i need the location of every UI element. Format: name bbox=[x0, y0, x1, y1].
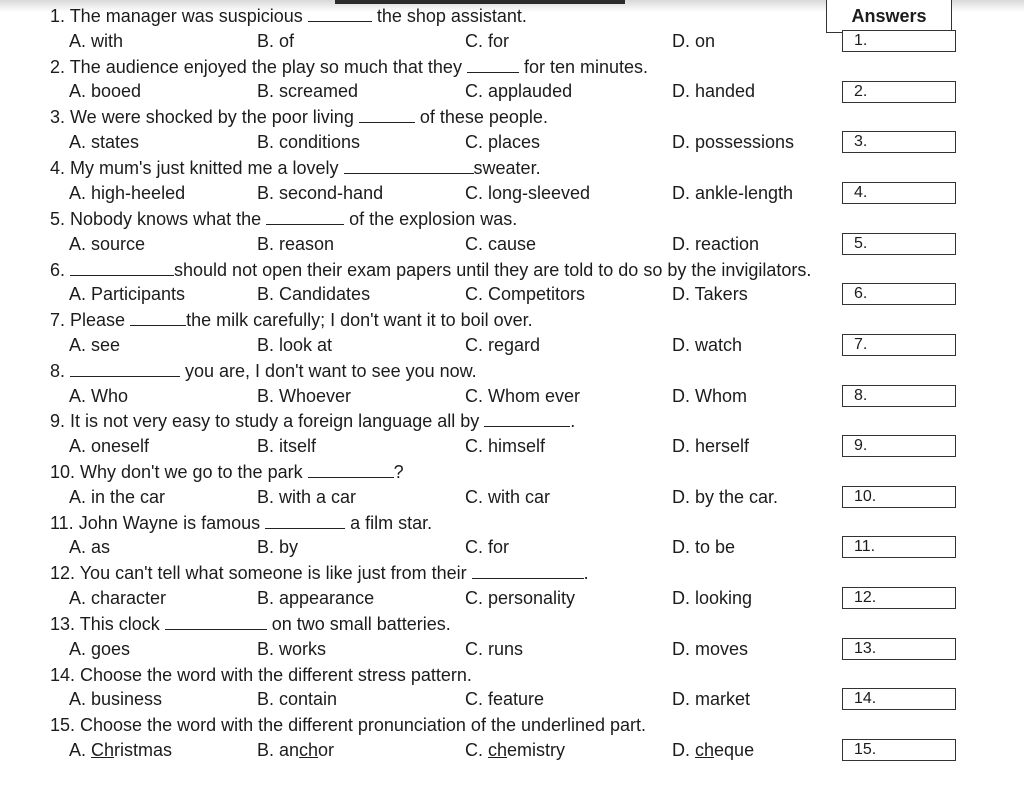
option-a[interactable]: A. see bbox=[69, 335, 121, 355]
option-d[interactable]: D. to be bbox=[672, 537, 736, 557]
option-c[interactable]: C. cause bbox=[465, 234, 537, 254]
option-a[interactable]: A. Participants bbox=[69, 284, 186, 304]
answer-box-13[interactable]: 13. bbox=[842, 638, 956, 660]
option-c[interactable]: C. himself bbox=[465, 436, 546, 456]
option-d[interactable]: D. by the car. bbox=[672, 487, 779, 507]
answer-box-15[interactable]: 15. bbox=[842, 739, 956, 761]
answer-blank bbox=[467, 57, 519, 73]
options-12 bbox=[0, 587, 830, 609]
option-c[interactable]: C. Whom ever bbox=[465, 386, 581, 406]
option-d[interactable]: D. on bbox=[672, 31, 716, 51]
option-b[interactable]: B. by bbox=[257, 537, 299, 557]
option-b[interactable]: B. contain bbox=[257, 689, 338, 709]
underlined-part: ch bbox=[488, 740, 508, 760]
options-1 bbox=[0, 30, 830, 52]
answer-box-10[interactable]: 10. bbox=[842, 486, 956, 508]
question-7: 7. Please the milk carefully; I don't want it to boil over. bbox=[50, 310, 533, 330]
option-a[interactable]: A. source bbox=[69, 234, 146, 254]
option-c[interactable]: C. long-sleeved bbox=[465, 183, 591, 203]
question-2: 2. The audience enjoyed the play so much that they for ten minutes. bbox=[50, 57, 649, 77]
option-b[interactable]: B. second-hand bbox=[257, 183, 384, 203]
option-a[interactable]: A. oneself bbox=[69, 436, 150, 456]
answer-box-5[interactable]: 5. bbox=[842, 233, 956, 255]
options-5 bbox=[0, 233, 830, 255]
answer-blank bbox=[344, 158, 474, 174]
options-6 bbox=[0, 283, 830, 305]
underlined-part: ch bbox=[695, 740, 715, 760]
question-8: 8. you are, I don't want to see you now. bbox=[50, 361, 477, 381]
answer-blank bbox=[472, 563, 584, 579]
question-9: 9. It is not very easy to study a foreign language all by . bbox=[50, 411, 576, 431]
option-a[interactable]: A. Who bbox=[69, 386, 129, 406]
option-c[interactable]: C. personality bbox=[465, 588, 576, 608]
option-d[interactable]: D. herself bbox=[672, 436, 750, 456]
answer-box-11[interactable]: 11. bbox=[842, 536, 956, 558]
option-b[interactable]: B. of bbox=[257, 31, 295, 51]
option-d[interactable]: D. handed bbox=[672, 81, 756, 101]
option-a[interactable]: A. goes bbox=[69, 639, 131, 659]
question-14: 14. Choose the word with the different stress pattern. bbox=[50, 665, 472, 685]
question-6: 6. should not open their exam papers until they are told to do so by the invigilators. bbox=[50, 260, 812, 280]
options-13 bbox=[0, 638, 830, 660]
option-a[interactable]: A. states bbox=[69, 132, 140, 152]
option-a[interactable]: A. business bbox=[69, 689, 163, 709]
answer-blank bbox=[484, 411, 570, 427]
question-3: 3. We were shocked by the poor living of these people. bbox=[50, 107, 548, 127]
option-b[interactable]: B. itself bbox=[257, 436, 317, 456]
option-b[interactable]: B. reason bbox=[257, 234, 335, 254]
option-d[interactable]: D. reaction bbox=[672, 234, 760, 254]
option-c[interactable]: C. Competitors bbox=[465, 284, 586, 304]
option-c[interactable]: C. places bbox=[465, 132, 541, 152]
answer-box-14[interactable]: 14. bbox=[842, 688, 956, 710]
answer-blank bbox=[130, 310, 186, 326]
answer-box-8[interactable]: 8. bbox=[842, 385, 956, 407]
options-9 bbox=[0, 435, 830, 457]
question-10: 10. Why don't we go to the park ? bbox=[50, 462, 404, 482]
option-a[interactable]: A. character bbox=[69, 588, 167, 608]
option-b[interactable]: B. works bbox=[257, 639, 327, 659]
answer-box-4[interactable]: 4. bbox=[842, 182, 956, 204]
options-2 bbox=[0, 80, 830, 102]
option-b[interactable]: B. conditions bbox=[257, 132, 361, 152]
answer-box-6[interactable]: 6. bbox=[842, 283, 956, 305]
option-c[interactable]: C. for bbox=[465, 31, 510, 51]
option-c[interactable]: C. feature bbox=[465, 689, 545, 709]
question-5: 5. Nobody knows what the of the explosion was. bbox=[50, 209, 518, 229]
option-d[interactable]: D. Takers bbox=[672, 284, 748, 304]
option-d[interactable]: D. Whom bbox=[672, 386, 748, 406]
options-14 bbox=[0, 688, 830, 710]
top-bar bbox=[335, 0, 625, 4]
options-7 bbox=[0, 334, 830, 356]
option-a[interactable]: A. as bbox=[69, 537, 111, 557]
option-c[interactable]: C. regard bbox=[465, 335, 541, 355]
option-c[interactable]: C. applauded bbox=[465, 81, 573, 101]
option-b[interactable]: B. with a car bbox=[257, 487, 357, 507]
options-15 bbox=[0, 739, 830, 761]
answer-box-2[interactable]: 2. bbox=[842, 81, 956, 103]
answer-box-7[interactable]: 7. bbox=[842, 334, 956, 356]
question-1: 1. The manager was suspicious the shop assistant. bbox=[50, 6, 527, 26]
answer-box-9[interactable]: 9. bbox=[842, 435, 956, 457]
underlined-part: Ch bbox=[91, 740, 115, 760]
answers-header: Answers bbox=[826, 0, 952, 33]
answer-blank bbox=[265, 513, 345, 529]
question-15: 15. Choose the word with the different pronunciation of the underlined part. bbox=[50, 715, 647, 735]
option-d[interactable]: D. market bbox=[672, 689, 751, 709]
answer-blank bbox=[165, 614, 267, 630]
answer-blank bbox=[308, 462, 394, 478]
option-a[interactable]: A. in the car bbox=[69, 487, 166, 507]
answer-box-12[interactable]: 12. bbox=[842, 587, 956, 609]
option-b[interactable]: B. anchor bbox=[257, 740, 335, 760]
option-d[interactable]: D. ankle-length bbox=[672, 183, 794, 203]
answer-blank bbox=[70, 260, 174, 276]
answer-blank bbox=[266, 209, 344, 225]
question-12: 12. You can't tell what someone is like just from their . bbox=[50, 563, 589, 583]
option-c[interactable]: C. with car bbox=[465, 487, 551, 507]
option-a[interactable]: A. Christmas bbox=[69, 740, 173, 760]
option-d[interactable]: D. cheque bbox=[672, 740, 755, 760]
options-4 bbox=[0, 182, 830, 204]
question-4: 4. My mum's just knitted me a lovely sweater. bbox=[50, 158, 541, 178]
question-11: 11. John Wayne is famous a film star. bbox=[50, 513, 433, 533]
option-c[interactable]: C. for bbox=[465, 537, 510, 557]
option-c[interactable]: C. runs bbox=[465, 639, 524, 659]
option-a[interactable]: A. booed bbox=[69, 81, 142, 101]
option-b[interactable]: B. look at bbox=[257, 335, 333, 355]
answer-blank bbox=[359, 107, 415, 123]
option-d[interactable]: D. looking bbox=[672, 588, 753, 608]
option-a[interactable]: A. high-heeled bbox=[69, 183, 186, 203]
option-b[interactable]: B. screamed bbox=[257, 81, 359, 101]
option-d[interactable]: D. watch bbox=[672, 335, 743, 355]
options-10 bbox=[0, 486, 830, 508]
answer-blank bbox=[308, 6, 372, 22]
options-11 bbox=[0, 536, 830, 558]
options-8 bbox=[0, 385, 830, 407]
answer-box-1[interactable]: 1. bbox=[842, 30, 956, 52]
answer-blank bbox=[70, 361, 180, 377]
option-d[interactable]: D. moves bbox=[672, 639, 749, 659]
option-a[interactable]: A. with bbox=[69, 31, 124, 51]
answer-box-3[interactable]: 3. bbox=[842, 131, 956, 153]
option-b[interactable]: B. Whoever bbox=[257, 386, 352, 406]
question-13: 13. This clock on two small batteries. bbox=[50, 614, 451, 634]
underlined-part: ch bbox=[299, 740, 319, 760]
option-b[interactable]: B. Candidates bbox=[257, 284, 371, 304]
options-3 bbox=[0, 131, 830, 153]
option-b[interactable]: B. appearance bbox=[257, 588, 375, 608]
option-c[interactable]: C. chemistry bbox=[465, 740, 566, 760]
option-d[interactable]: D. possessions bbox=[672, 132, 795, 152]
